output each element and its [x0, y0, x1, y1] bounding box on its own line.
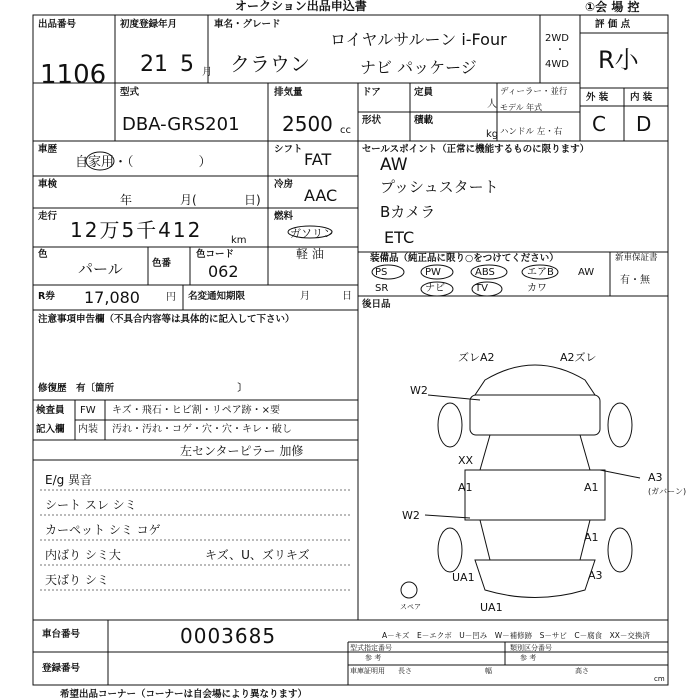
diagram-label: A1 — [584, 531, 599, 544]
equip-abs: ABS — [475, 267, 495, 278]
equip-airbag: エアB — [527, 267, 554, 278]
equip-aw: AW — [578, 267, 595, 278]
inspector-int: 内装 — [78, 424, 98, 435]
comment-item: E/g 異音 — [45, 473, 93, 487]
inspection-year: 年 — [120, 193, 133, 207]
form-note: 幅 — [485, 667, 492, 675]
drive-4wd: 4WD — [545, 59, 569, 70]
form-note-unit: cm — [654, 675, 665, 683]
equip-sr: SR — [375, 283, 389, 294]
chassis-label: 車台番号 — [42, 629, 81, 640]
diagram-label: (ガバーン) — [648, 487, 687, 496]
diagram-label: A2ズレ — [560, 351, 597, 364]
fuel-gasoline: ガソリン — [290, 227, 334, 240]
inspector-label2: 記入欄 — [36, 424, 65, 435]
diagram-label: A3 — [648, 471, 663, 484]
history-label: 車歴 — [38, 144, 58, 155]
name-change-month: 月 — [300, 291, 310, 302]
load-unit: kg — [486, 129, 499, 140]
mileage-unit: km — [231, 235, 247, 246]
lot-label: 出品番号 — [38, 19, 77, 30]
fuel-label: 燃料 — [274, 211, 294, 222]
displacement-label: 排気量 — [274, 87, 303, 98]
doors-label: ドア — [362, 87, 381, 98]
reg-year: 21 — [140, 52, 168, 77]
ac-value: AAC — [304, 186, 338, 205]
load-label: 積載 — [414, 115, 434, 126]
displacement-unit: cc — [340, 125, 351, 136]
sales-point: AW — [380, 155, 408, 175]
inspector-row1: キズ・飛石・ヒビ割・リペア跡・×要 — [112, 405, 280, 416]
comment-item: 内ばり シミ大 — [45, 548, 121, 562]
reg-month: 5 — [180, 52, 194, 77]
sales-point: プッシュスタート — [380, 178, 499, 196]
model-grade2: ナビ パッケージ — [360, 58, 477, 77]
comment-line: 左センターピラー 加修 — [180, 444, 304, 458]
form-note: 高さ — [575, 667, 589, 675]
name-change-label: 名変通知期限 — [188, 291, 246, 302]
diagram-label: A1 — [584, 481, 599, 494]
mileage-label: 走行 — [38, 211, 58, 222]
color-value: パール — [78, 260, 123, 278]
handle-label: ハンドル 左・右 — [500, 127, 563, 137]
diagram-label: スペア — [400, 603, 421, 611]
type-value: DBA-GRS201 — [122, 114, 240, 135]
diagram-label: W2 — [402, 509, 420, 522]
equip-ps: PS — [375, 267, 388, 278]
diagram-label: ズレA2 — [458, 351, 495, 364]
diagram-label: XX — [458, 454, 474, 467]
inspector-row2: 汚れ・汚れ・コゲ・穴・穴・キレ・破し — [112, 424, 292, 435]
legend-text: A－キズ E－エクボ U－凹み W－補修跡 S－サビ C－腐食 XX－交換済 — [382, 631, 650, 640]
ac-label: 冷房 — [274, 179, 294, 190]
comment-item: シート スレ シミ — [45, 498, 137, 512]
inspection-label: 車検 — [38, 179, 58, 190]
warranty-label: 新車保証書 — [615, 253, 658, 263]
color-code: 062 — [208, 262, 239, 281]
dealer-label: ディーラー・並行 — [500, 87, 568, 97]
score-ext: C — [592, 112, 606, 136]
sales-point: Bカメラ — [380, 203, 436, 221]
form-label: 形状 — [362, 115, 382, 126]
sales-point: ETC — [384, 228, 415, 247]
name-change-day: 日 — [342, 291, 352, 302]
model-label: 車名・グレード — [214, 19, 281, 30]
lot-number: 1106 — [40, 60, 107, 90]
recycle-label: R券 — [38, 291, 55, 302]
mileage-value: 12万5千412 — [70, 218, 203, 242]
reg-label: 初度登録年月 — [120, 19, 178, 30]
form-note: 車庫証明用 — [350, 667, 385, 675]
score-int: D — [636, 112, 652, 136]
form-note: 長さ — [398, 667, 412, 675]
comment-item: カーペット シミ コゲ — [45, 523, 161, 537]
type-label: 型式 — [120, 87, 140, 98]
color-code-label: 色番 — [152, 258, 172, 269]
comment-side: キズ、U、ズリキズ — [205, 548, 310, 562]
equip-tv: TV — [475, 283, 488, 294]
warranty-value: 有・無 — [620, 275, 650, 286]
color-label: 色 — [38, 249, 48, 260]
capacity-label: 定員 — [414, 87, 434, 98]
inspector-fw: FW — [80, 405, 96, 416]
score-ext-label: 外 装 — [586, 92, 609, 103]
form-title: オークション出品申込書 — [235, 0, 367, 13]
form-note: 型式指定番号 — [350, 644, 392, 652]
repair-history: 修復歴 有〔箇所 〕 — [38, 383, 248, 394]
notes-label: 注意事項申告欄（不具合内容等は具体的に記入して下さい） — [38, 314, 295, 325]
recycle-value: 17,080 — [84, 288, 140, 307]
drive-dot: ・ — [555, 45, 565, 56]
inspection-month: 月( — [180, 193, 197, 207]
equipment-label: 装備品（純正品に限り○をつけてください） — [370, 253, 559, 264]
form-note: 類別区分番号 — [510, 644, 552, 652]
registration-label: 登録番号 — [42, 663, 81, 674]
shift-label: シフト — [274, 144, 303, 155]
sales-label: セールスポイント（正常に機能するものに限ります） — [362, 144, 590, 155]
diagram-label: UA1 — [480, 601, 503, 614]
comment-item: 天ばり シミ — [45, 573, 109, 587]
form-note: 参 考 — [365, 654, 382, 662]
diagram-label: A1 — [458, 481, 473, 494]
displacement-value: 2500 — [282, 112, 333, 136]
equip-leather: カワ — [527, 283, 547, 294]
after-label: 後日品 — [362, 299, 391, 310]
shift-value: FAT — [304, 150, 332, 169]
score-label: 評 価 点 — [595, 19, 631, 30]
inspection-day: 日) — [244, 193, 261, 207]
equip-pw: PW — [425, 267, 441, 278]
chassis-number: 0003685 — [180, 624, 277, 648]
history-value: 自家用・（ ） — [75, 155, 212, 170]
form-note: 参 考 — [520, 654, 537, 662]
diagram-label: W2 — [410, 384, 428, 397]
model-year-label: モデル 年式 — [500, 103, 543, 112]
model-name: クラウン — [230, 52, 310, 76]
recycle-unit: 円 — [166, 292, 176, 303]
color-code2-label: 色コード — [196, 249, 235, 260]
drive-2wd: 2WD — [545, 33, 569, 44]
inspector-label: 検査員 — [36, 405, 65, 416]
model-grade: ロイヤルサルーン i-Four — [330, 30, 507, 49]
equip-navi: ナビ — [425, 283, 445, 294]
diagram-label: A3 — [588, 569, 603, 582]
diagram-label: UA1 — [452, 571, 475, 584]
reg-month-unit: 月 — [202, 67, 212, 78]
copy-label: ①会 場 控 — [585, 0, 640, 14]
capacity-unit: 人 — [487, 99, 497, 110]
score-int-label: 内 装 — [630, 92, 653, 103]
fuel-diesel: 軽 油 — [296, 247, 324, 261]
footer-text: 希望出品コーナー（コーナーは自会場により異なります） — [60, 689, 308, 700]
score-value: R小 — [598, 46, 639, 74]
